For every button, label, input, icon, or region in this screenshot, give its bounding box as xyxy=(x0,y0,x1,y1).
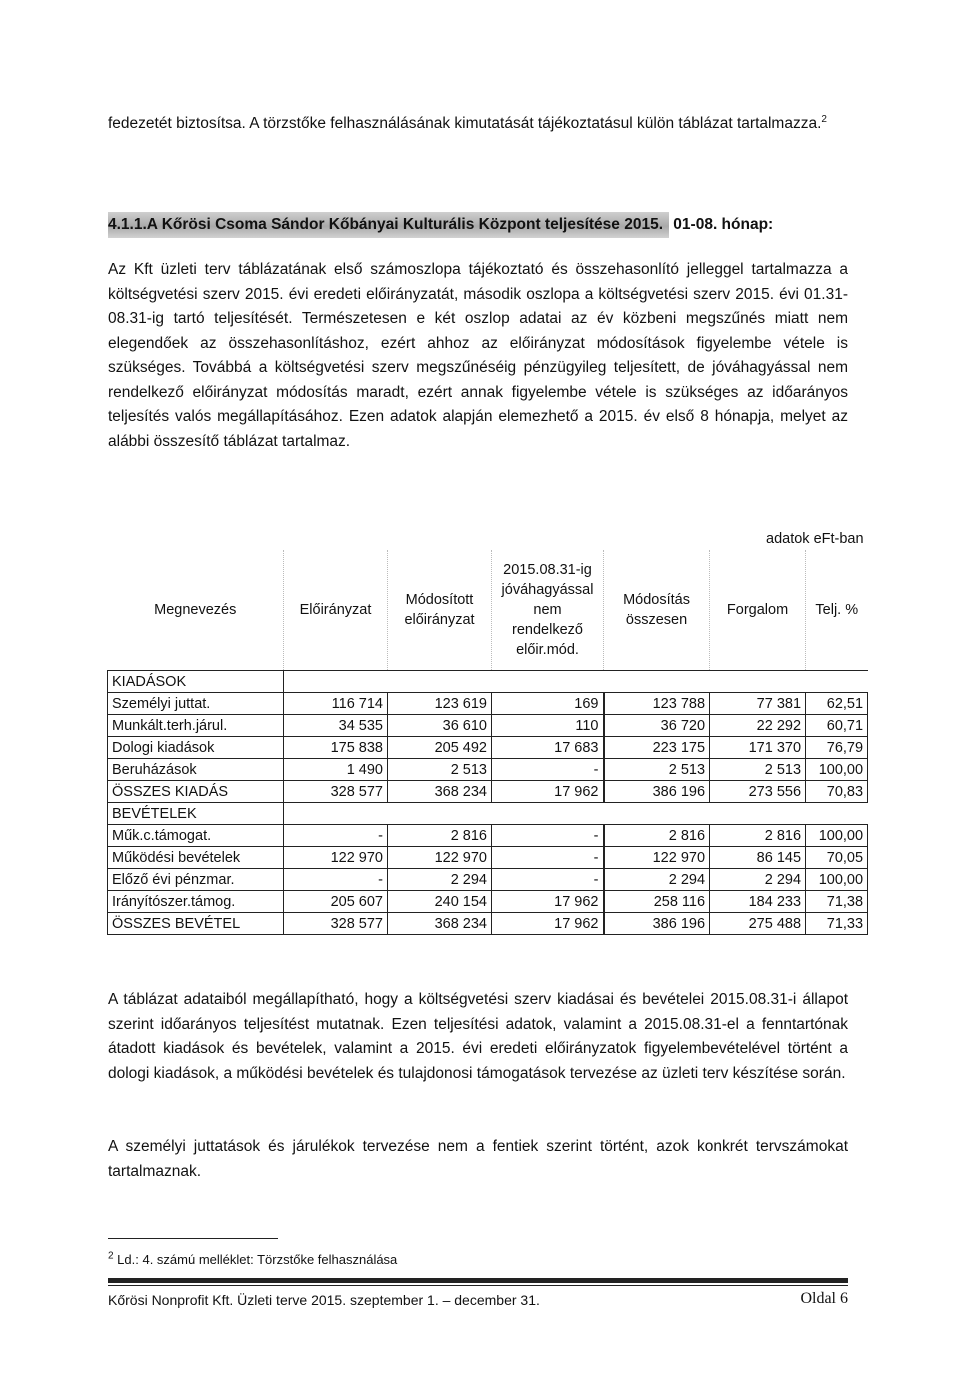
header-completion: Telj. % xyxy=(806,550,868,671)
section-heading-rest: 01-08. hónap: xyxy=(669,216,774,233)
cell-estimate: 122 970 xyxy=(284,847,388,869)
cell-estimate: - xyxy=(284,869,388,891)
header-turnover: Forgalom xyxy=(710,550,806,671)
intro-text: fedezetét biztosítsa. A törzstőke felhasználásának kimutatását tájékoztatásul külön táblázat tartalmazza. xyxy=(108,115,822,132)
cell-name: Műk.c.támogat. xyxy=(108,825,284,847)
table-row xyxy=(108,715,868,737)
cell-total: 2 816 xyxy=(604,825,710,847)
cell-modified: 122 970 xyxy=(388,847,492,869)
cell-modified: 36 610 xyxy=(388,715,492,737)
budget-table xyxy=(107,528,868,935)
cell-modified: 240 154 xyxy=(388,891,492,913)
header-total-modification: Módosítás összesen xyxy=(604,550,710,671)
paragraph-2: A táblázat adataiból megállapítható, hogy a költségvetési szerv kiadásai és bevételei 2015.08.31-i állapot szerint időarányos teljesítést mutatnak. Ezen teljesítési adatok, valamint a 2015.08.31-el a fenntartónak átadott kiadások és bevételek, valamint a 2015. évi eredeti előirányzatok figyelembevételével történt a dologi kiadások, a működési bevételek és tulajdonosi támogatások tervezése az üzleti terv készítése során. xyxy=(108,991,848,1082)
cell-pct: 100,00 xyxy=(806,825,868,847)
header-name: Megnevezés xyxy=(108,550,284,671)
cell-name: Személyi juttat. xyxy=(108,693,284,715)
cell-turnover: 86 145 xyxy=(710,847,806,869)
cell-modified: 123 619 xyxy=(388,693,492,715)
cell-modified: 2 513 xyxy=(388,759,492,781)
cell-total: 386 196 xyxy=(604,781,710,803)
cell-name: Irányítószer.támog. xyxy=(108,891,284,913)
cell-modified: 2 816 xyxy=(388,825,492,847)
header-unapproved: 2015.08.31-ig jóváhagyással nem rendelkező előir.mód. xyxy=(492,550,604,671)
table-row xyxy=(108,913,868,935)
table-row xyxy=(108,781,868,803)
cell-unapproved: 169 xyxy=(492,693,604,715)
cell-total: 36 720 xyxy=(604,715,710,737)
cell-turnover: 273 556 xyxy=(710,781,806,803)
cell-turnover: 22 292 xyxy=(710,715,806,737)
cell-estimate: 205 607 xyxy=(284,891,388,913)
section-heading xyxy=(108,210,848,240)
cell-name: Munkált.terh.járul. xyxy=(108,715,284,737)
cell-total: 2 294 xyxy=(604,869,710,891)
table-row xyxy=(108,891,868,913)
cell-unapproved: 17 962 xyxy=(492,781,604,803)
paragraph-3: A személyi juttatások és járulékok tervezése nem a fentiek szerint történt, azok konkrét tervszámokat tartalmaznak. xyxy=(108,1138,848,1180)
cell-name: Előző évi pénzmar. xyxy=(108,869,284,891)
cell-pct: 100,00 xyxy=(806,759,868,781)
table-row xyxy=(108,759,868,781)
cell-estimate: 1 490 xyxy=(284,759,388,781)
cell-turnover: 184 233 xyxy=(710,891,806,913)
cell-estimate: 34 535 xyxy=(284,715,388,737)
cell-modified: 2 294 xyxy=(388,869,492,891)
cell-modified: 205 492 xyxy=(388,737,492,759)
footnote xyxy=(108,1252,397,1267)
cell-unapproved: - xyxy=(492,825,604,847)
cell-pct: 76,79 xyxy=(806,737,868,759)
cell-total: 123 788 xyxy=(604,693,710,715)
footer-divider-thick xyxy=(108,1278,848,1283)
cell-unapproved: 17 962 xyxy=(492,913,604,935)
cell-unapproved: 17 962 xyxy=(492,891,604,913)
cell-unapproved: - xyxy=(492,759,604,781)
section-heading-highlight: 4.1.1.A Kőrösi Csoma Sándor Kőbányai Kulturális Központ teljesítése 2015. xyxy=(108,212,669,238)
cell-name: Dologi kiadások xyxy=(108,737,284,759)
header-estimate: Előirányzat xyxy=(284,550,388,671)
header-modified-estimate: Módosított előirányzat xyxy=(388,550,492,671)
footnote-divider xyxy=(108,1238,278,1239)
cell-turnover: 275 488 xyxy=(710,913,806,935)
cell-turnover: 2 513 xyxy=(710,759,806,781)
cell-total: 2 513 xyxy=(604,759,710,781)
revenue-rows xyxy=(108,825,868,935)
cell-name: ÖSSZES KIADÁS xyxy=(108,781,284,803)
table-row xyxy=(108,693,868,715)
footnote-ref[interactable]: 2 xyxy=(821,113,827,125)
cell-estimate: 328 577 xyxy=(284,781,388,803)
cell-modified: 368 234 xyxy=(388,913,492,935)
cell-turnover: 77 381 xyxy=(710,693,806,715)
cell-pct: 100,00 xyxy=(806,869,868,891)
unit-label: adatok eFt-ban xyxy=(766,531,864,547)
cell-turnover: 171 370 xyxy=(710,737,806,759)
section-row-expenses xyxy=(108,671,868,693)
cell-estimate: 328 577 xyxy=(284,913,388,935)
section-row-revenues xyxy=(108,803,868,825)
section-revenues-label: BEVÉTELEK xyxy=(108,803,284,825)
expense-rows xyxy=(108,693,868,803)
table-row xyxy=(108,737,868,759)
paragraph-1: Az Kft üzleti terv táblázatának első számoszlopa tájékoztató és összehasonlító jelleggel tartalmazza a költségvetési szerv 2015. évi eredeti előirányzatát, második oszlopa a költségvetési szerv 2015. évi 01.31-08.31-ig tartó teljesítését. Természetesen e két oszlop adatai az év közbeni megszűnés miatt nem elegendőek az összehasonlításhoz, ezért ahhoz az előirányzat módosítások figyelembe vétele is szükséges. Továbbá a költségvetési szerv megszűnéséig pénzügyileg teljesített, de jóváhagyással nem rendelkező előirányzat módosítás maradt, ezért annak figyelembe vétele is szükséges az időarányos teljesítés valós megállapításához. Ezen adatok alapján elemezhető a 2015. év első 8 hónapja, melyet az alábbi összesítő táblázat tartalmaz. xyxy=(108,261,848,450)
footer-divider-thin xyxy=(108,1285,848,1286)
footnote-text: Ld.: 4. számú melléklet: Törzstőke felhasználása xyxy=(113,1252,398,1267)
cell-total: 122 970 xyxy=(604,847,710,869)
table-row xyxy=(108,869,868,891)
cell-unapproved: 17 683 xyxy=(492,737,604,759)
cell-pct: 62,51 xyxy=(806,693,868,715)
cell-total: 258 116 xyxy=(604,891,710,913)
cell-pct: 71,33 xyxy=(806,913,868,935)
cell-estimate: 175 838 xyxy=(284,737,388,759)
cell-pct: 70,05 xyxy=(806,847,868,869)
cell-pct: 70,83 xyxy=(806,781,868,803)
cell-unapproved: - xyxy=(492,847,604,869)
table-header-row xyxy=(108,550,868,671)
cell-modified: 368 234 xyxy=(388,781,492,803)
footer-document-title: Kőrösi Nonprofit Kft. Üzleti terve 2015. szeptember 1. – december 31. xyxy=(108,1292,540,1308)
intro-paragraph xyxy=(108,112,848,137)
cell-unapproved: - xyxy=(492,869,604,891)
cell-pct: 71,38 xyxy=(806,891,868,913)
section-expenses-label: KIADÁSOK xyxy=(108,671,284,693)
cell-total: 223 175 xyxy=(604,737,710,759)
cell-name: ÖSSZES BEVÉTEL xyxy=(108,913,284,935)
cell-unapproved: 110 xyxy=(492,715,604,737)
cell-estimate: 116 714 xyxy=(284,693,388,715)
table-row xyxy=(108,847,868,869)
footnote-number: 2 xyxy=(108,1250,114,1262)
cell-turnover: 2 816 xyxy=(710,825,806,847)
cell-name: Beruházások xyxy=(108,759,284,781)
footer-page-number: Oldal 6 xyxy=(800,1290,848,1307)
cell-total: 386 196 xyxy=(604,913,710,935)
cell-estimate: - xyxy=(284,825,388,847)
table-row xyxy=(108,825,868,847)
cell-turnover: 2 294 xyxy=(710,869,806,891)
cell-pct: 60,71 xyxy=(806,715,868,737)
cell-name: Működési bevételek xyxy=(108,847,284,869)
